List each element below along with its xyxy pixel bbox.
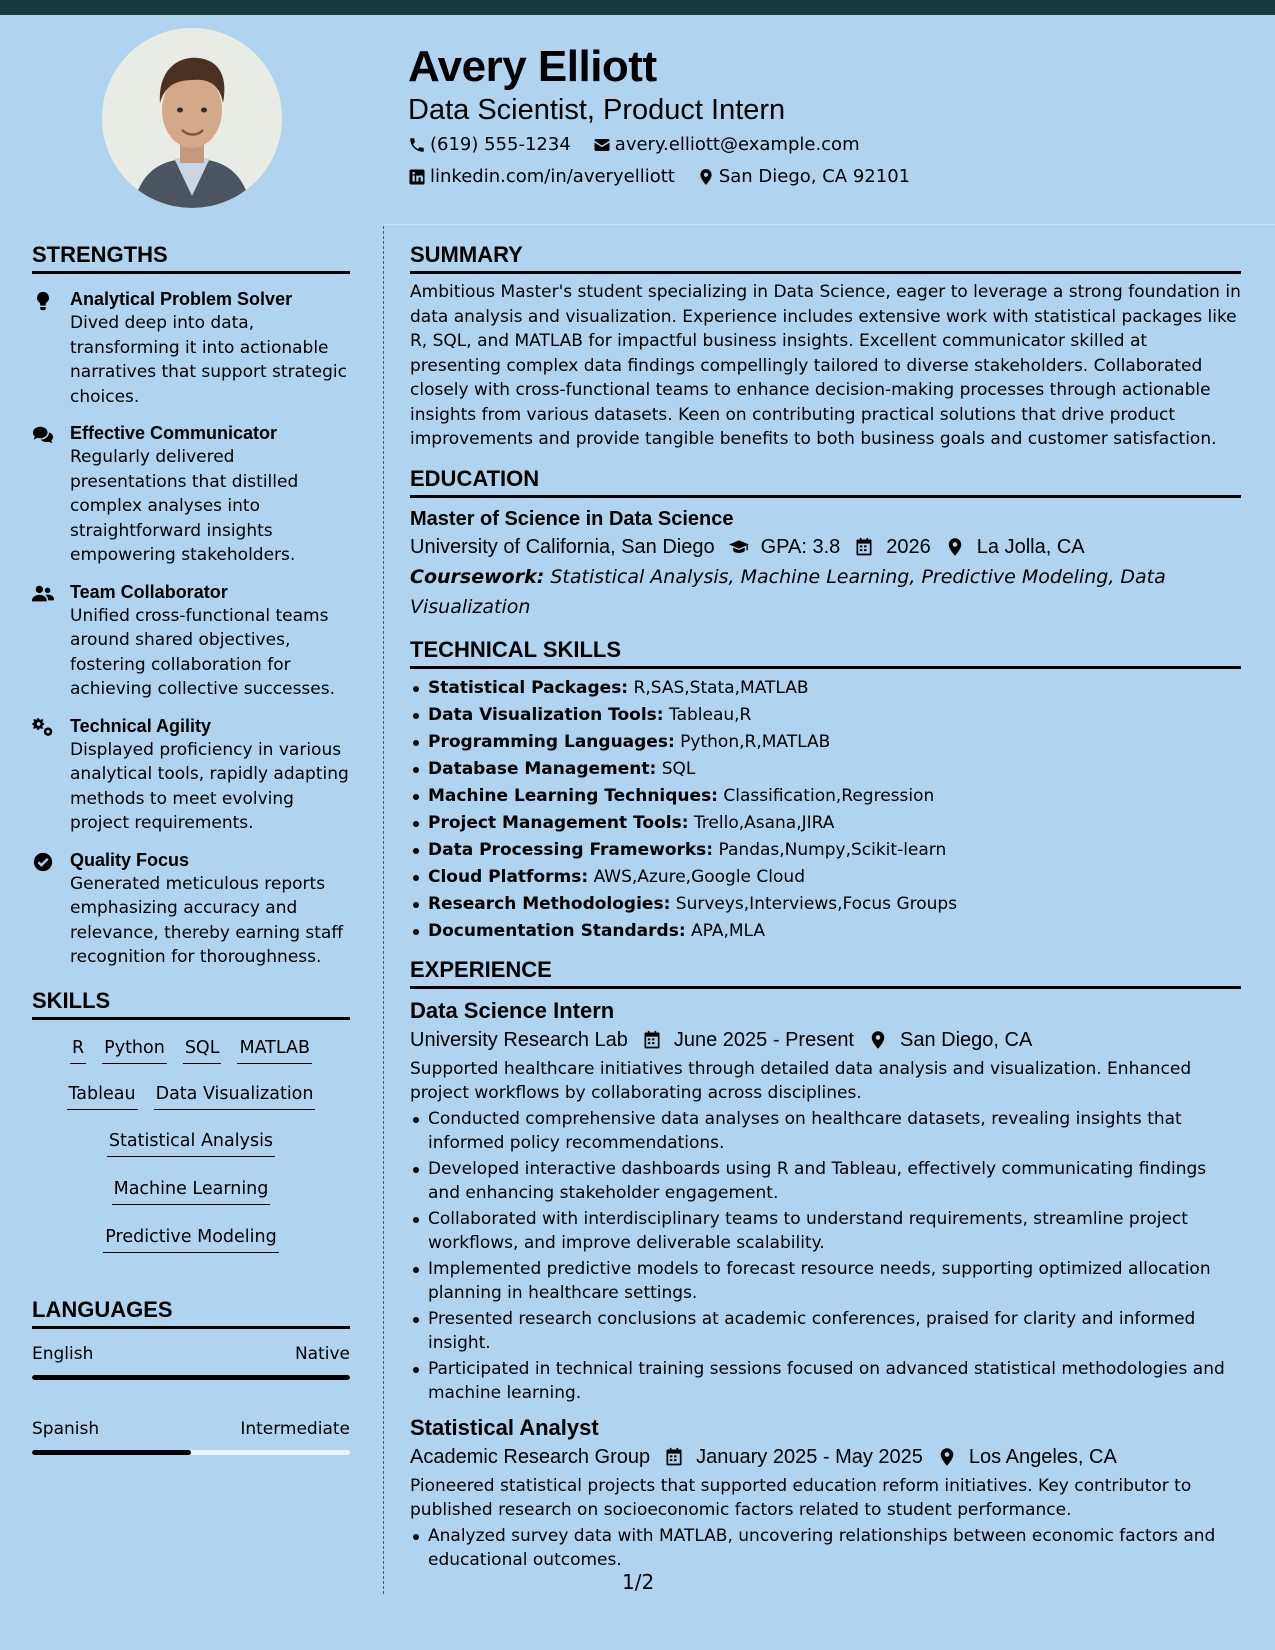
tech-skill-item <box>410 783 1241 810</box>
tech-skill-item <box>410 729 1241 756</box>
graduation-cap-icon <box>729 537 749 557</box>
job-dates: June 2025 - Present <box>673 1028 854 1051</box>
tech-skill-label: Data Visualization Tools: <box>428 704 664 725</box>
tech-skill-value: AWS,Azure,Google Cloud <box>593 866 805 887</box>
job-summary: Supported healthcare initiatives through detailed data analysis and visualization. Enhanced project workflows by collaborating across disciplines. <box>410 1058 1192 1103</box>
proficiency-fill <box>32 1450 191 1455</box>
job-bullet: Conducted comprehensive data analyses on healthcare datasets, revealing insights that informed policy recommendations. <box>410 1107 1241 1156</box>
tech-skill-value: APA,MLA <box>691 920 766 941</box>
tech-skill-item <box>410 756 1241 783</box>
language-item <box>32 1418 350 1455</box>
tech-skill-value: SQL <box>661 758 696 779</box>
language-name: English <box>32 1344 94 1364</box>
contact-email[interactable] <box>593 134 860 155</box>
skill-chip: R <box>70 1034 86 1064</box>
calendar-icon <box>854 537 874 557</box>
job-org: Academic Research Group <box>410 1445 651 1468</box>
job-bullet: Participated in technical training sessions focused on advanced statistical methodologies and machine learning. <box>410 1357 1241 1406</box>
summary-heading: SUMMARY <box>410 242 1241 274</box>
language-proficiency-bar <box>32 1375 350 1380</box>
map-pin-icon <box>868 1030 888 1050</box>
linkedin-icon <box>408 168 426 186</box>
tech-skill-value: Trello,Asana,JIRA <box>693 812 835 833</box>
job-location: San Diego, CA <box>900 1028 1033 1051</box>
coursework-label: Coursework: <box>410 565 545 588</box>
tech-skill-label: Database Management: <box>428 758 657 779</box>
strengths-heading: STRENGTHS <box>32 242 350 274</box>
gpa-text: GPA: 3.8 <box>760 535 841 558</box>
coursework-line <box>410 562 1241 622</box>
tech-skill-item <box>410 864 1241 891</box>
contact-phone[interactable] <box>408 134 571 155</box>
education-heading: EDUCATION <box>410 466 1241 498</box>
language-proficiency-bar <box>32 1450 350 1455</box>
contact-row-2 <box>408 166 932 187</box>
skills-heading: SKILLS <box>32 988 350 1020</box>
strength-title: Quality Focus <box>70 849 190 870</box>
candidate-name: Avery Elliott <box>408 42 657 91</box>
job-bullet: Analyzed survey data with MATLAB, uncovering relationships between economic factors and educational outcomes. <box>410 1524 1241 1573</box>
strength-desc: Displayed proficiency in various analytical tools, rapidly adapting methods to meet evolving project requirements. <box>70 739 349 833</box>
check-circle-icon <box>32 851 54 873</box>
proficiency-fill <box>32 1375 350 1380</box>
users-icon <box>32 583 54 605</box>
job-meta <box>410 1442 1241 1472</box>
tech-skill-value: Pandas,Numpy,Scikit-learn <box>718 839 947 860</box>
linkedin-text: linkedin.com/in/averyelliott <box>430 166 675 187</box>
tech-skill-item <box>410 837 1241 864</box>
envelope-icon <box>593 136 611 154</box>
top-accent-bar <box>0 0 1275 15</box>
job-title: Data Science Intern <box>410 997 615 1023</box>
strength-desc: Generated meticulous reports emphasizing accuracy and relevance, thereby earning staff recognition for thoroughness. <box>70 873 344 967</box>
job-summary: Pioneered statistical projects that supported education reform initiatives. Key contributor to published research on socioeconomic factors related to student performance. <box>410 1475 1192 1520</box>
phone-text: (619) 555-1234 <box>430 134 571 155</box>
contact-row-1 <box>408 134 882 155</box>
school-location: La Jolla, CA <box>976 535 1085 558</box>
job-org: University Research Lab <box>410 1028 628 1051</box>
strengths-section <box>32 242 350 970</box>
strength-item <box>32 421 350 568</box>
tech-skill-item <box>410 675 1241 702</box>
strength-desc: Regularly delivered presentations that distilled complex analyses into straightforward insights empowering stakeholders. <box>70 447 299 565</box>
calendar-icon <box>642 1030 662 1050</box>
strength-title: Effective Communicator <box>70 423 278 443</box>
strength-item <box>32 714 350 836</box>
skill-chip: SQL <box>183 1034 222 1064</box>
tech-skill-label: Project Management Tools: <box>428 812 689 833</box>
skill-chip: Predictive Modeling <box>103 1223 278 1253</box>
job-bullet: Collaborated with interdisciplinary teams to understand requirements, streamline project workflows, and improve deliverable scalability. <box>410 1207 1241 1256</box>
job-bullet: Presented research conclusions at academic conferences, praised for clarity and informed insight. <box>410 1307 1241 1356</box>
job-meta <box>410 1025 1241 1055</box>
tech-skill-label: Cloud Platforms: <box>428 866 589 887</box>
job-location: Los Angeles, CA <box>968 1445 1117 1468</box>
tech-skill-item <box>410 702 1241 729</box>
tech-skill-label: Research Methodologies: <box>428 893 671 914</box>
tech-skill-value: Surveys,Interviews,Focus Groups <box>675 893 958 914</box>
language-name: Spanish <box>32 1419 100 1439</box>
email-text: avery.elliott@example.com <box>614 134 860 155</box>
strength-item <box>32 287 350 409</box>
tech-skill-value: Classification,Regression <box>723 785 935 806</box>
tech-skill-value: R,SAS,Stata,MATLAB <box>633 677 809 698</box>
map-pin-icon <box>937 1447 957 1467</box>
strength-desc: Dived deep into data, transforming it into actionable narratives that support strategic choices. <box>70 313 347 407</box>
strength-title: Analytical Problem Solver <box>70 289 293 309</box>
job-bullet: Developed interactive dashboards using R and Tableau, effectively communicating findings and enhancing stakeholder engagement. <box>410 1157 1241 1206</box>
strength-item <box>32 580 350 702</box>
strength-item <box>32 848 350 970</box>
contact-location <box>697 166 910 187</box>
strength-desc: Unified cross-functional teams around shared objectives, fostering collaboration for achieving collective successes. <box>70 605 336 699</box>
candidate-title: Data Scientist, Product Intern <box>408 94 786 126</box>
school-name: University of California, San Diego <box>410 535 715 558</box>
skill-chip: MATLAB <box>237 1034 312 1064</box>
tech-skill-label: Data Processing Frameworks: <box>428 839 714 860</box>
skill-chip: Data Visualization <box>154 1080 316 1110</box>
tech-skill-value: Tableau,R <box>669 704 752 725</box>
language-level: Intermediate <box>240 1419 350 1439</box>
technical-skills-heading: TECHNICAL SKILLS <box>410 637 1241 669</box>
header-divider <box>384 224 1275 225</box>
summary-text: Ambitious Master's student specializing in Data Science, eager to leverage a strong foundation in data analysis and visualization. Experience includes extensive work with statistical packages like R, SQL, and MATLAB for impactful business insights. Excellent communicator skilled at presenting complex data findings compellingly tailored to diverse stakeholders. Collaborated closely with cross-functional teams to enhance decision-making processes through actionable insights from various datasets. Keen on contributing practical solutions that drive product improvements and provide tangible benefits to both business goals and customer satisfaction. <box>410 282 1241 449</box>
tech-skill-label: Documentation Standards: <box>428 920 686 941</box>
strength-title: Team Collaborator <box>70 581 228 602</box>
comments-icon <box>32 424 54 446</box>
job-bullet: Implemented predictive models to forecast resource needs, supporting optimized allocation planning in healthcare settings. <box>410 1257 1241 1306</box>
skills-section <box>32 988 350 1262</box>
tech-skill-item <box>410 810 1241 837</box>
phone-icon <box>408 136 426 154</box>
job-bullets <box>410 1107 1241 1406</box>
languages-section <box>32 1297 350 1455</box>
tech-skill-label: Programming Languages: <box>428 731 675 752</box>
lightbulb-icon <box>32 290 54 312</box>
page-number: 1/2 <box>622 1570 655 1594</box>
job-bullets <box>410 1524 1241 1573</box>
strength-title: Technical Agility <box>70 715 212 736</box>
gears-icon <box>32 717 54 739</box>
job-dates: January 2025 - May 2025 <box>696 1445 923 1468</box>
language-level: Native <box>294 1344 350 1364</box>
languages-heading: LANGUAGES <box>32 1297 350 1329</box>
coursework-text: Statistical Analysis, Machine Learning, Predictive Modeling, Data Visualization <box>410 565 1166 618</box>
column-divider <box>383 226 384 1594</box>
skill-chip: Machine Learning <box>112 1175 271 1205</box>
map-pin-icon <box>945 537 965 557</box>
skill-chip: Python <box>102 1034 167 1064</box>
tech-skill-label: Statistical Packages: <box>428 677 629 698</box>
location-text: San Diego, CA 92101 <box>718 166 911 187</box>
main-column <box>410 242 1241 1573</box>
map-pin-icon <box>697 168 715 186</box>
technical-skills-list <box>410 675 1241 945</box>
profile-photo <box>102 28 282 208</box>
degree-title: Master of Science in Data Science <box>410 507 734 530</box>
tech-skill-item <box>410 918 1241 945</box>
tech-skill-label: Machine Learning Techniques: <box>428 785 718 806</box>
contact-linkedin[interactable] <box>408 166 675 187</box>
education-meta <box>410 532 1241 562</box>
tech-skill-item <box>410 891 1241 918</box>
calendar-icon <box>664 1447 684 1467</box>
job-title: Statistical Analyst <box>410 1414 599 1440</box>
experience-heading: EXPERIENCE <box>410 957 1241 989</box>
skill-chip: Statistical Analysis <box>107 1127 275 1157</box>
tech-skill-value: Python,R,MATLAB <box>680 731 831 752</box>
graduation-year: 2026 <box>886 535 931 558</box>
skill-chip: Tableau <box>67 1080 138 1110</box>
language-item <box>32 1343 350 1380</box>
skill-chip-list <box>32 1020 350 1262</box>
